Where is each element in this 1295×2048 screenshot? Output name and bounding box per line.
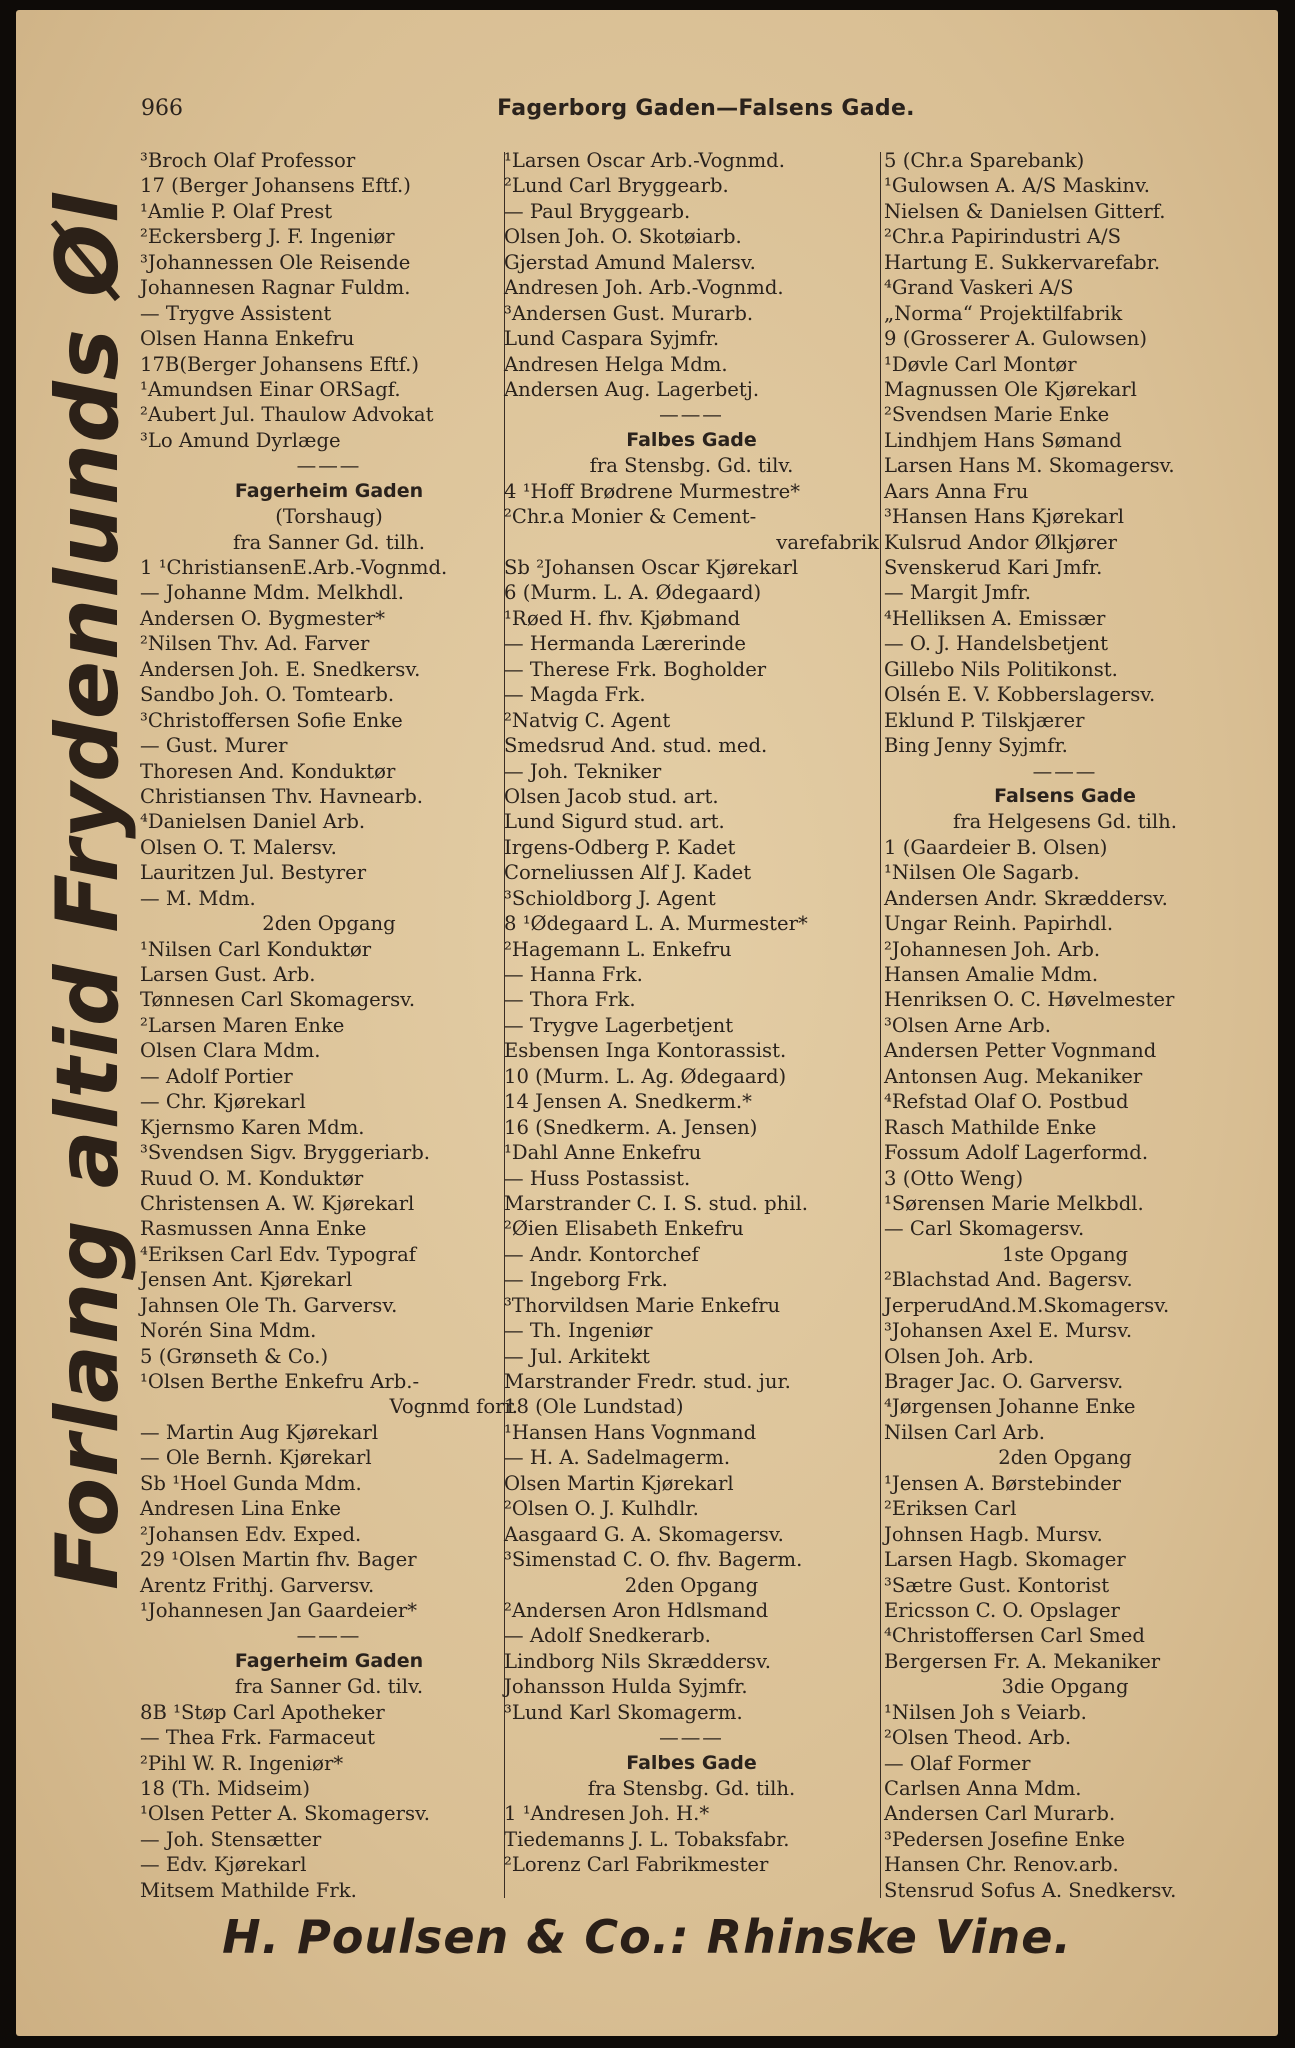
directory-entry: ¹Dahl Anne Enkefru bbox=[504, 1141, 702, 1165]
directory-entry: ²Øien Elisabeth Enkefru bbox=[504, 1217, 744, 1241]
section-separator: ——— bbox=[1032, 759, 1098, 783]
directory-entry: Olsen Joh. O. Skotøiarb. bbox=[504, 225, 742, 249]
directory-entry: ²Aubert Jul. Thaulow Advokat bbox=[140, 403, 434, 427]
directory-entry: Tiedemanns J. L. Tobaksfabr. bbox=[504, 1827, 790, 1851]
directory-page bbox=[16, 10, 1278, 2036]
directory-entry: ⁴Eriksen Carl Edv. Typograf bbox=[140, 1242, 417, 1266]
directory-entry: ¹Olsen Petter A. Skomagersv. bbox=[140, 1802, 431, 1826]
directory-entry: ²Olsen O. J. Kulhdlr. bbox=[504, 1497, 699, 1521]
footer-advertisement: H. Poulsen & Co.: Rhinske Vine. bbox=[222, 1910, 1072, 1964]
directory-entry: ³Broch Olaf Professor bbox=[140, 149, 356, 172]
directory-entry: 17B(Berger Johansens Eftf.) bbox=[140, 352, 420, 376]
directory-entry: ²Johannesen Joh. Arb. bbox=[884, 937, 1101, 961]
directory-entry: Olsen Martin Kjørekarl bbox=[504, 1471, 734, 1495]
directory-entry: ⁴Grand Vaskeri A/S bbox=[884, 276, 1074, 300]
directory-entry: Brager Jac. O. Garversv. bbox=[884, 1370, 1124, 1393]
directory-entry: ³Schioldborg J. Agent bbox=[504, 886, 716, 910]
directory-entry: ¹Røed H. fhv. Kjøbmand bbox=[504, 606, 741, 630]
directory-entry: Arentz Frithj. Garversv. bbox=[140, 1573, 375, 1597]
directory-entry: ²Eckersberg J. F. Ingeniør bbox=[140, 225, 395, 249]
directory-entry: Tønnesen Carl Skomagersv. bbox=[140, 988, 416, 1012]
directory-entry: Carlsen Anna Mdm. bbox=[884, 1777, 1082, 1800]
directory-entry: — Carl Skomagersv. bbox=[884, 1217, 1085, 1241]
directory-entry: ³Lo Amund Dyrlæge bbox=[140, 428, 341, 452]
directory-entry: ¹Døvle Carl Montør bbox=[884, 352, 1077, 376]
section-subheading: 3die Opgang bbox=[1001, 1675, 1129, 1699]
directory-entry: 5 (Grønseth & Co.) bbox=[140, 1344, 329, 1368]
directory-entry: Andresen Joh. Arb.-Vognmd. bbox=[504, 276, 784, 300]
section-separator: ——— bbox=[659, 403, 724, 427]
directory-entry: ²Svendsen Marie Enke bbox=[884, 403, 1110, 427]
directory-entry: Rasmussen Anna Enke bbox=[140, 1217, 367, 1241]
directory-entry: Johnsen Hagb. Mursv. bbox=[884, 1522, 1103, 1546]
directory-entry: — Hermanda Lærerinde bbox=[504, 632, 746, 656]
directory-entry: Olsen Clara Mdm. bbox=[140, 1039, 321, 1063]
directory-entry: ¹Nilsen Ole Sagarb. bbox=[884, 861, 1080, 885]
directory-entry: — Hanna Frk. bbox=[504, 963, 643, 986]
street-heading: Falsens Gade bbox=[994, 784, 1136, 807]
directory-entry: Svenskerud Kari Jmfr. bbox=[884, 556, 1103, 579]
directory-entry: — Adolf Portier bbox=[140, 1064, 293, 1088]
directory-entry: ³Thorvildsen Marie Enkefru bbox=[504, 1293, 781, 1317]
directory-entry: ²Pihl W. R. Ingeniør* bbox=[140, 1751, 344, 1775]
directory-entry: ⁴Refstad Olaf O. Postbud bbox=[884, 1090, 1129, 1114]
directory-entry: Christiansen Thv. Havnearb. bbox=[140, 784, 423, 808]
section-subheading: fra Stensbg. Gd. tilv. bbox=[589, 454, 794, 478]
directory-entry: ²Chr.a Monier & Cement- bbox=[504, 505, 757, 529]
directory-entry: Andersen O. Bygmester* bbox=[140, 606, 386, 630]
directory-entry: ²Nilsen Thv. Ad. Farver bbox=[140, 632, 370, 656]
directory-entry: Irgens-Odberg P. Kadet bbox=[504, 835, 736, 859]
directory-entry: ⁴Helliksen A. Emissær bbox=[884, 606, 1106, 630]
directory-entry: Sandbo Joh. O. Tomtearb. bbox=[140, 683, 395, 707]
section-separator: ——— bbox=[296, 1624, 362, 1648]
directory-entry: 1 ¹ChristiansenE.Arb.-Vognmd. bbox=[140, 556, 448, 579]
street-heading: Fagerheim Gaden bbox=[234, 1649, 424, 1672]
directory-entry: — Trygve Lagerbetjent bbox=[504, 1013, 734, 1037]
directory-entry: ³Johansen Axel E. Mursv. bbox=[884, 1319, 1133, 1343]
directory-entry: ¹Nilsen Joh s Veiarb. bbox=[884, 1700, 1087, 1724]
directory-entry: 18 (Ole Lundstad) bbox=[504, 1395, 684, 1419]
directory-entry: Olsen Hanna Enkefru bbox=[140, 327, 355, 351]
directory-entry: Kjernsmo Karen Mdm. bbox=[140, 1115, 365, 1139]
section-subheading: fra Sanner Gd. tilv. bbox=[234, 1675, 424, 1699]
directory-entry: Mitsem Mathilde Frk. bbox=[140, 1878, 357, 1902]
directory-entry: Nilsen Carl Arb. bbox=[884, 1420, 1045, 1444]
directory-entry: — Magda Frk. bbox=[504, 683, 646, 707]
directory-entry: Lindhjem Hans Sømand bbox=[884, 428, 1122, 452]
directory-entry: Antonsen Aug. Mekaniker bbox=[884, 1064, 1143, 1088]
directory-entry: Bing Jenny Syjmfr. bbox=[884, 734, 1068, 758]
section-subheading: 2den Opgang bbox=[998, 1446, 1132, 1470]
directory-entry: Stensrud Sofus A. Snedkersv. bbox=[884, 1878, 1177, 1902]
directory-entry: — Joh. Tekniker bbox=[504, 759, 662, 783]
directory-entry: ³Lund Karl Skomagerm. bbox=[504, 1700, 743, 1724]
section-subheading: fra Sanner Gd. tilh. bbox=[233, 530, 425, 554]
directory-entry: Larsen Hagb. Skomager bbox=[884, 1548, 1126, 1572]
section-subheading: 2den Opgang bbox=[262, 912, 396, 936]
directory-entry: ¹Olsen Berthe Enkefru Arb.- bbox=[140, 1370, 420, 1393]
directory-entry: — Olaf Former bbox=[884, 1751, 1031, 1775]
section-subheading: fra Helgesens Gd. tilh. bbox=[952, 810, 1178, 834]
directory-entry: Olsen Joh. Arb. bbox=[884, 1344, 1034, 1368]
directory-entry: ³Hansen Hans Kjørekarl bbox=[884, 505, 1125, 529]
directory-entry: Aars Anna Fru bbox=[884, 479, 1029, 503]
directory-entry: Vognmd forr. bbox=[389, 1395, 518, 1419]
section-subheading: 1ste Opgang bbox=[1001, 1242, 1129, 1266]
directory-entry: Olsen O. T. Malersv. bbox=[140, 835, 337, 859]
page-header bbox=[16, 96, 1278, 132]
directory-entry: ¹Amundsen Einar ORSagf. bbox=[140, 377, 401, 401]
directory-entry: — Edv. Kjørekarl bbox=[140, 1853, 307, 1877]
directory-entry: Andresen Lina Enke bbox=[140, 1497, 341, 1521]
section-subheading: (Torshaug) bbox=[275, 505, 383, 529]
directory-entry: ³Sætre Gust. Kontorist bbox=[884, 1573, 1110, 1597]
directory-entry: ¹Nilsen Carl Konduktør bbox=[140, 937, 372, 961]
directory-entry: Andersen Andr. Skræddersv. bbox=[884, 886, 1168, 910]
directory-entry: 29 ¹Olsen Martin fhv. Bager bbox=[140, 1548, 417, 1572]
directory-entry: Olsen Jacob stud. art. bbox=[504, 784, 719, 808]
street-heading: Fagerheim Gaden bbox=[234, 479, 424, 502]
directory-entry: Johannesen Ragnar Fuldm. bbox=[140, 276, 411, 300]
directory-entry: ³Simenstad C. O. fhv. Bagerm. bbox=[504, 1548, 803, 1572]
section-separator: ——— bbox=[659, 1726, 724, 1750]
directory-entry: 9 (Grosserer A. Gulowsen) bbox=[884, 327, 1148, 351]
directory-entry: Christensen A. W. Kjørekarl bbox=[140, 1191, 415, 1215]
column-rule-right bbox=[880, 152, 881, 1898]
directory-entry: — Thora Frk. bbox=[504, 988, 636, 1012]
directory-entry: — Th. Ingeniør bbox=[504, 1319, 653, 1343]
directory-column-2 bbox=[504, 148, 879, 1878]
directory-column-3 bbox=[884, 148, 1246, 1903]
section-separator: ——— bbox=[296, 454, 362, 478]
directory-entry: — H. A. Sadelmagerm. bbox=[504, 1446, 731, 1470]
directory-entry: — Therese Frk. Bogholder bbox=[504, 657, 767, 681]
directory-entry: ¹Amlie P. Olaf Prest bbox=[140, 199, 333, 223]
directory-entry: Jahnsen Ole Th. Garversv. bbox=[140, 1293, 398, 1317]
directory-entry: Andersen Aug. Lagerbetj. bbox=[504, 377, 760, 401]
directory-entry: — Ingeborg Frk. bbox=[504, 1268, 668, 1292]
directory-entry: Ungar Reinh. Papirhdl. bbox=[884, 912, 1114, 936]
directory-entry: Lindborg Nils Skræddersv. bbox=[504, 1649, 772, 1673]
directory-entry: Marstrander C. I. S. stud. phil. bbox=[504, 1191, 809, 1215]
directory-entry: ⁴Christoffersen Carl Smed bbox=[884, 1624, 1145, 1648]
directory-entry: ²Hagemann L. Enkefru bbox=[504, 937, 732, 961]
directory-entry: ²Johansen Edv. Exped. bbox=[140, 1522, 362, 1546]
directory-entry: Aasgaard G. A. Skomagersv. bbox=[504, 1522, 784, 1546]
directory-entry: Andresen Helga Mdm. bbox=[504, 352, 728, 376]
page-number: 966 bbox=[141, 96, 183, 121]
directory-entry: 17 (Berger Johansens Eftf.) bbox=[140, 174, 411, 198]
directory-entry: Kulsrud Andor Ølkjører bbox=[884, 530, 1118, 554]
directory-entry: — Gust. Murer bbox=[140, 734, 288, 758]
directory-entry: ⁴Jørgensen Johanne Enke bbox=[884, 1395, 1136, 1419]
directory-entry: 4 ¹Hoff Brødrene Murmestre* bbox=[504, 479, 801, 503]
directory-entry: ²Lund Carl Bryggearb. bbox=[504, 174, 729, 198]
directory-entry: ³Olsen Arne Arb. bbox=[884, 1013, 1051, 1037]
directory-entry: ²Natvig C. Agent bbox=[504, 708, 671, 732]
directory-entry: Thoresen And. Konduktør bbox=[140, 759, 396, 783]
directory-entry: Fossum Adolf Lagerformd. bbox=[884, 1141, 1149, 1165]
directory-entry: Magnussen Ole Kjørekarl bbox=[884, 377, 1137, 401]
directory-entry: Rasch Mathilde Enke bbox=[884, 1115, 1097, 1139]
directory-entry: 10 (Murm. L. Ag. Ødegaard) bbox=[504, 1064, 787, 1088]
section-subheading: 2den Opgang bbox=[624, 1573, 759, 1597]
directory-entry: Sb ²Johansen Oscar Kjørekarl bbox=[504, 556, 799, 579]
directory-entry: ²Blachstad And. Bagersv. bbox=[884, 1268, 1133, 1292]
directory-entry: Sb ¹Hoel Gunda Mdm. bbox=[140, 1471, 362, 1495]
directory-entry: „Norma“ Projektilfabrik bbox=[884, 301, 1123, 325]
directory-entry: Gjerstad Amund Malersv. bbox=[504, 250, 756, 274]
directory-entry: Larsen Gust. Arb. bbox=[140, 963, 316, 986]
directory-entry: ³Andersen Gust. Murarb. bbox=[504, 301, 754, 325]
directory-entry: Henriksen O. C. Høvelmester bbox=[884, 988, 1175, 1012]
directory-entry: Lund Sigurd stud. art. bbox=[504, 810, 725, 834]
directory-entry: ²Olsen Theod. Arb. bbox=[884, 1726, 1072, 1750]
directory-entry: — Margit Jmfr. bbox=[884, 581, 1031, 605]
directory-entry: — M. Mdm. bbox=[140, 886, 256, 910]
directory-entry: — Adolf Snedkerarb. bbox=[504, 1624, 711, 1648]
directory-entry: — Chr. Kjørekarl bbox=[140, 1090, 306, 1114]
directory-entry: ³Christoffersen Sofie Enke bbox=[140, 708, 403, 732]
directory-entry: — O. J. Handelsbetjent bbox=[884, 632, 1109, 656]
directory-entry: Nielsen & Danielsen Gitterf. bbox=[884, 199, 1166, 223]
directory-entry: Hansen Amalie Mdm. bbox=[884, 963, 1099, 986]
directory-entry: Esbensen Inga Kontorassist. bbox=[504, 1039, 787, 1063]
directory-entry: Larsen Hans M. Skomagersv. bbox=[884, 454, 1175, 478]
directory-entry: — Joh. Stensætter bbox=[140, 1827, 322, 1851]
directory-entry: ²Larsen Maren Enke bbox=[140, 1013, 345, 1037]
directory-entry: Jensen Ant. Kjørekarl bbox=[140, 1268, 353, 1292]
directory-entry: — Jul. Arkitekt bbox=[504, 1344, 650, 1368]
directory-entry: — Paul Bryggearb. bbox=[504, 199, 691, 223]
directory-entry: ⁴Danielsen Daniel Arb. bbox=[140, 810, 366, 834]
directory-entry: Johansson Hulda Syjmfr. bbox=[504, 1675, 748, 1699]
section-subheading: fra Stensbg. Gd. tilh. bbox=[587, 1777, 796, 1800]
directory-entry: — Ole Bernh. Kjørekarl bbox=[140, 1446, 372, 1470]
directory-entry: 8 ¹Ødegaard L. A. Murmester* bbox=[504, 912, 808, 936]
directory-entry: Hansen Chr. Renov.arb. bbox=[884, 1853, 1119, 1877]
directory-entry: Andersen Carl Murarb. bbox=[884, 1802, 1116, 1826]
directory-entry: 8B ¹Støp Carl Apotheker bbox=[140, 1700, 385, 1724]
directory-entry: ¹Gulowsen A. A/S Maskinv. bbox=[884, 174, 1150, 198]
directory-entry: ¹Sørensen Marie Melkbdl. bbox=[884, 1191, 1144, 1215]
directory-entry: — Huss Postassist. bbox=[504, 1166, 691, 1190]
directory-entry: ²Andersen Aron Hdlsmand bbox=[504, 1598, 769, 1622]
directory-entry: ³Svendsen Sigv. Bryggeriarb. bbox=[140, 1141, 431, 1165]
directory-entry: 3 (Otto Weng) bbox=[884, 1166, 1024, 1190]
directory-entry: Andersen Joh. E. Snedkersv. bbox=[140, 657, 421, 681]
running-head: Fagerborg Gaden—Falsens Gade. bbox=[497, 96, 915, 121]
directory-entry: Ericsson C. O. Opslager bbox=[884, 1598, 1120, 1622]
directory-entry: ²Eriksen Carl bbox=[884, 1497, 1017, 1521]
directory-entry: ¹Hansen Hans Vognmand bbox=[504, 1420, 757, 1444]
directory-entry: ¹Johannesen Jan Gaardeier* bbox=[140, 1598, 418, 1622]
directory-entry: 1 (Gaardeier B. Olsen) bbox=[884, 835, 1108, 859]
directory-entry: Gillebo Nils Politikonst. bbox=[884, 657, 1118, 681]
directory-entry: Lund Caspara Syjmfr. bbox=[504, 327, 720, 351]
directory-entry: — Martin Aug Kjørekarl bbox=[140, 1420, 379, 1444]
directory-entry: ³Pedersen Josefine Enke bbox=[884, 1827, 1125, 1851]
directory-entry: 14 Jensen A. Snedkerm.* bbox=[504, 1090, 752, 1114]
directory-entry: Andersen Petter Vognmand bbox=[884, 1039, 1157, 1063]
directory-entry: — Thea Frk. Farmaceut bbox=[140, 1726, 375, 1750]
directory-entry: 5 (Chr.a Sparebank) bbox=[884, 149, 1085, 172]
directory-entry: Norén Sina Mdm. bbox=[140, 1319, 317, 1343]
directory-entry: — Johanne Mdm. Melkhdl. bbox=[140, 581, 404, 605]
street-heading: Falbes Gade bbox=[626, 1751, 757, 1774]
directory-entry: Marstrander Fredr. stud. jur. bbox=[504, 1370, 791, 1393]
directory-entry: JerperudAnd.M.Skomagersv. bbox=[884, 1293, 1170, 1317]
directory-entry: ¹Jensen A. Børstebinder bbox=[884, 1471, 1122, 1495]
street-heading: Falbes Gade bbox=[626, 428, 757, 451]
directory-entry: 1 ¹Andresen Joh. H.* bbox=[504, 1802, 710, 1826]
side-advertisement: Forlang altid Frydenlunds Øl bbox=[38, 192, 138, 1590]
directory-entry: Hartung E. Sukkervarefabr. bbox=[884, 250, 1161, 274]
directory-entry: Olsén E. V. Kobberslagersv. bbox=[884, 683, 1156, 707]
directory-entry: Eklund P. Tilskjærer bbox=[884, 708, 1085, 732]
directory-entry: Ruud O. M. Konduktør bbox=[140, 1166, 364, 1190]
directory-entry: 6 (Murm. L. A. Ødegaard) bbox=[504, 581, 762, 605]
directory-entry: — Trygve Assistent bbox=[140, 301, 332, 325]
directory-entry: ²Lorenz Carl Fabrikmester bbox=[504, 1853, 769, 1877]
directory-entry: ³Johannessen Ole Reisende bbox=[140, 250, 411, 274]
directory-entry: Bergersen Fr. A. Mekaniker bbox=[884, 1649, 1161, 1673]
directory-entry: 16 (Snedkerm. A. Jensen) bbox=[504, 1115, 758, 1139]
directory-entry: Corneliussen Alf J. Kadet bbox=[504, 861, 752, 885]
directory-entry: ²Chr.a Papirindustri A/S bbox=[884, 225, 1121, 249]
directory-column-1 bbox=[140, 148, 518, 1903]
directory-entry: Lauritzen Jul. Bestyrer bbox=[140, 861, 367, 885]
directory-entry: varefabrik bbox=[776, 530, 879, 554]
directory-entry: — Andr. Kontorchef bbox=[504, 1242, 699, 1266]
directory-entry: ¹Larsen Oscar Arb.-Vognmd. bbox=[504, 149, 785, 172]
directory-entry: Smedsrud And. stud. med. bbox=[504, 734, 768, 758]
directory-entry: 18 (Th. Midseim) bbox=[140, 1777, 310, 1800]
